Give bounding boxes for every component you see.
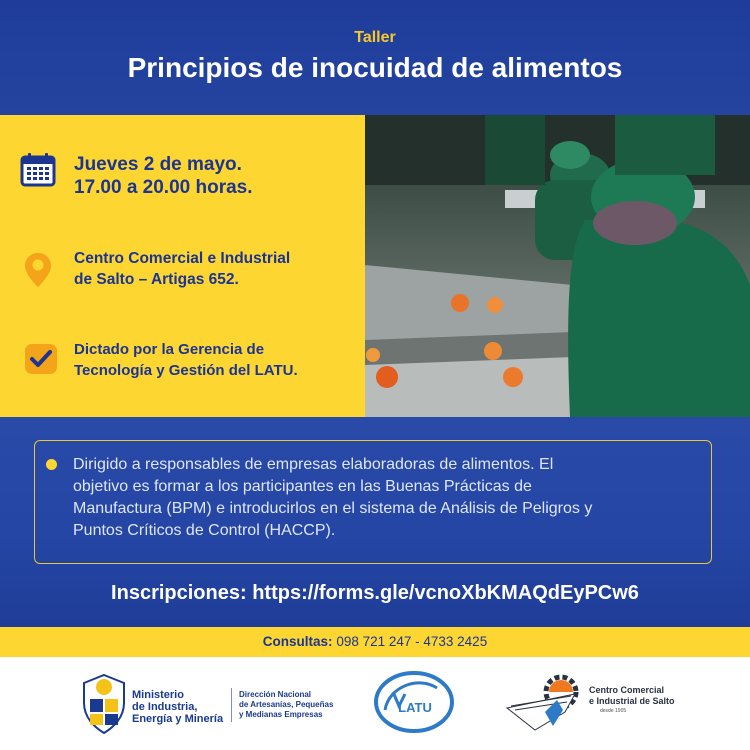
date-line2: 17.00 a 20.00 horas. (74, 177, 253, 198)
inscripciones-label: Inscripciones: (111, 582, 247, 604)
cci-text (589, 685, 675, 707)
consultas-label: Consultas: (262, 634, 333, 649)
location-line1: Centro Comercial e Industrial (74, 250, 291, 267)
inscripciones-link[interactable]: https://forms.gle/vcnoXbKMAQdEyPCw6 (252, 582, 639, 604)
direccion-line1: Dirección Nacional (239, 690, 312, 699)
dictado-text (74, 339, 298, 381)
direccion-line3: y Medianas Empresas (239, 710, 323, 719)
consultas-phones: 098 721 247 - 4733 2425 (336, 634, 488, 649)
description-line1: Dirigido a responsables de empresas elaboradoras de alimentos. El (73, 456, 554, 473)
cci-since: desde 1905 (600, 708, 627, 714)
bullet-icon (46, 459, 57, 470)
inscripciones (0, 582, 750, 605)
description-line3: Manufactura (BPM) e introducirlos en el sistema de Análisis de Peligros y (73, 500, 593, 517)
description-line4: Puntos Críticos de Control (HACCP). (73, 522, 336, 539)
cci-line1: Centro Comercial (589, 685, 665, 695)
ministerio-shield-icon (80, 673, 128, 740)
direccion-text (239, 690, 333, 720)
calendar-icon (20, 153, 56, 192)
page-title: Principios de inocuidad de alimentos (127, 52, 623, 83)
cci-logo-icon (505, 672, 589, 737)
photo-food-workers (365, 115, 750, 417)
consultas-strip (0, 627, 750, 657)
description-line2: objetivo es formar a los participantes en las Buenas Prácticas de (73, 478, 532, 495)
logo-divider (231, 688, 232, 722)
svg-text:LATU: LATU (398, 700, 432, 715)
kicker: Taller (354, 29, 396, 46)
dictado-line1: Dictado por la Gerencia de (74, 341, 265, 358)
checkbox-icon (24, 343, 58, 380)
description-text (73, 454, 703, 542)
info-panel (0, 115, 365, 417)
latu-logo-icon (371, 668, 457, 739)
dictado-line2: Tecnología y Gestión del LATU. (74, 362, 298, 379)
ministerio-text (132, 689, 223, 725)
cci-line2: e Industrial de Salto (589, 696, 675, 706)
location-pin-icon (24, 252, 52, 293)
ministerio-line1: Ministerio (132, 689, 184, 701)
direccion-line2: de Artesanías, Pequeñas (239, 700, 334, 709)
location-line2: de Salto – Artigas 652. (74, 271, 239, 288)
ministerio-line3: Energía y Minería (132, 713, 224, 725)
ministerio-line2: de Industria, (132, 701, 198, 713)
date-line1: Jueves 2 de mayo. (74, 154, 242, 175)
location-text (74, 248, 290, 290)
date-text (74, 153, 253, 199)
